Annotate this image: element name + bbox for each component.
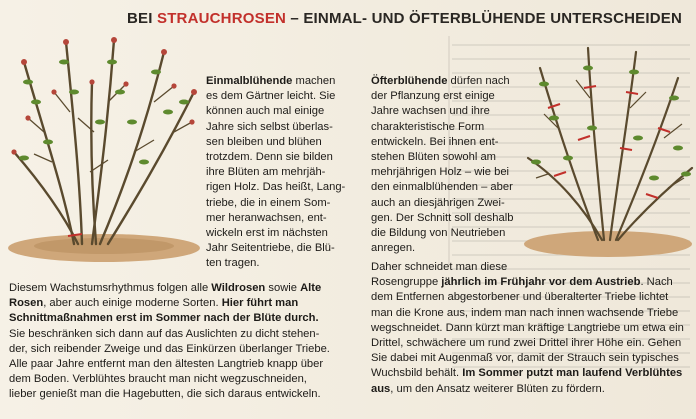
body-text: den einmalblühenden – aber [371,181,513,194]
text-line [206,135,370,150]
stems [14,40,194,244]
soil-mound [524,231,692,257]
body-text: charakteristische Form [371,120,485,133]
body-text: wickeln erst im nächsten [206,227,328,240]
text-line [371,241,533,256]
headline-suffix: – EINMAL- UND ÖFTERBLÜHENDE UNTERSCHEIDEN [286,10,682,27]
text-line [371,211,533,226]
body-text: rigen Holz. Das heißt, Lang- [206,181,346,194]
bold-text: aus [371,382,391,395]
body-text: dem Boden. Verblühtes braucht man nicht wegzuschneiden, [9,373,307,386]
body-text: sowie [265,282,301,294]
text-line [9,296,364,311]
bold-text: Wildrosen [211,282,266,294]
headline-prefix: BEI [127,10,157,27]
body-text: ten tragen. [206,257,260,270]
text-line [206,74,370,89]
body-text: wegschneidet. Dann kürzt man kräftige Langtriebe um etwa ein [371,321,684,334]
text-line [371,196,533,211]
bold-text: Einmalblühende [206,75,293,87]
text-line [371,290,693,305]
side-shoots [536,80,684,188]
oefterbluehende-rose-illustration [518,28,696,260]
text-line [371,366,693,381]
text-line [9,387,364,402]
text-fruehjahrsschnitt [371,260,693,397]
text-line [371,180,533,195]
text-oefterbluehende [371,74,533,256]
bold-text: Öfterblühende [371,75,448,87]
body-text: lieber genießt man die Hagebutten, die sich daraus entwickeln. [9,388,321,401]
text-line [206,211,370,226]
text-line [9,281,364,296]
text-line [9,372,364,387]
bold-text: Rosen [9,297,44,310]
text-line [371,321,693,336]
body-text: Alle paar Jahre entfernt man den ältesten Langtrieb knapp über [9,358,324,371]
text-line [371,275,693,290]
stems [528,48,692,240]
text-line [371,120,533,135]
text-line [206,89,370,104]
body-text: machen [292,75,336,87]
text-line [371,351,693,366]
cut-marks [548,86,670,198]
text-line [371,306,693,321]
text-wildrosen-schnitt [9,281,364,403]
body-text: Jahr Seitentriebe, die Blü- [206,242,335,255]
text-line [206,256,370,271]
text-line [206,120,370,135]
text-line [371,150,533,165]
body-text: mehrjährigen Holz – wie bei [371,166,510,179]
body-text: die Bildung von Neutrieben [371,227,506,240]
body-text: der Pflanzung erst einige [371,90,495,103]
body-text: dürfen nach [447,75,510,87]
body-text: der, sich reibender Zweige und das Einkürzen überlanger Triebe. [9,342,330,355]
leaves [531,66,691,181]
body-text: ihre Blüten am mehrjäh- [206,166,326,179]
text-line [9,327,364,342]
body-text: Jahre wachsen und ihre [371,105,490,118]
text-line [371,135,533,150]
bold-text: Schnittmaßnahmen erst im Sommer nach der Blüte durch. [9,312,319,325]
text-line [371,104,533,119]
text-line [371,226,533,241]
einmalbluehende-rose-illustration [4,22,208,264]
text-line [206,180,370,195]
body-text: trotzdem. Denn sie bilden [206,151,333,164]
body-text: entwickeln. Bei ihnen ent- [371,135,499,148]
body-text: anregen. [371,242,416,255]
body-text: . Nach [640,276,673,289]
body-text: triebe, die in einem Som- [206,196,331,209]
text-line [206,165,370,180]
headline-highlight: STRAUCHROSEN [156,10,287,27]
bold-text: Im Sommer putzt man laufend Verblühtes [462,367,683,380]
text-line [206,241,370,256]
body-text: Rosengruppe [371,276,442,289]
text-line [9,342,364,357]
text-einmalbluehende [206,74,370,272]
text-line [371,74,533,89]
body-text: auch an diesjährigen Zwei- [371,196,505,209]
body-text: Diesem Wachstumsrhythmus folgen alle [9,282,212,294]
body-text: dem Entfernen abgestorbener und überalterter Triebe lichtet [371,291,669,304]
text-line [371,336,693,351]
body-text: Jahre sich selbst überlas- [206,120,333,133]
bold-text: jährlich im Frühjahr vor dem Austrieb [441,276,641,289]
bold-text: Alte [300,282,322,294]
body-text: Daher schneidet man diese [371,261,508,273]
soil-shadow [34,238,174,254]
body-text: mer heranwachsen, ent- [206,211,327,224]
text-line [371,165,533,180]
body-text: , aber auch einige moderne Sorten. [43,297,222,310]
body-text: Wuchsbild behält. [371,367,463,380]
text-line [206,196,370,211]
bold-text: Hier führt man [221,297,299,310]
body-text: Drittel, schwächere um rund zwei Drittel ihrer Höhe ein. Gehen [371,337,682,350]
text-line [206,104,370,119]
body-text: gen. Der Schnitt soll deshalb [371,211,514,224]
text-line [9,357,364,372]
body-text: sen bleiben und blühen [206,135,322,148]
text-line [371,260,693,275]
text-line [371,89,533,104]
body-text: Sie beschränken sich dann auf das Auslichten zu dicht stehen- [9,327,320,340]
body-text: , um den Ansatz weiterer Blüten zu fördern. [390,382,605,395]
body-text: es dem Gärtner leicht. Sie [206,90,336,103]
body-text: können auch mal einige [206,105,325,118]
body-text: Sie dabei mit Augenmaß vor, damit der Strauch sein typisches [371,352,679,365]
text-line [9,311,364,326]
text-line [371,382,693,397]
body-text: man die Krone aus, indem man nach innen wachsende Triebe [371,306,679,319]
text-line [206,226,370,241]
text-line [206,150,370,165]
body-text: stehen Blüten sowohl am [371,151,497,164]
